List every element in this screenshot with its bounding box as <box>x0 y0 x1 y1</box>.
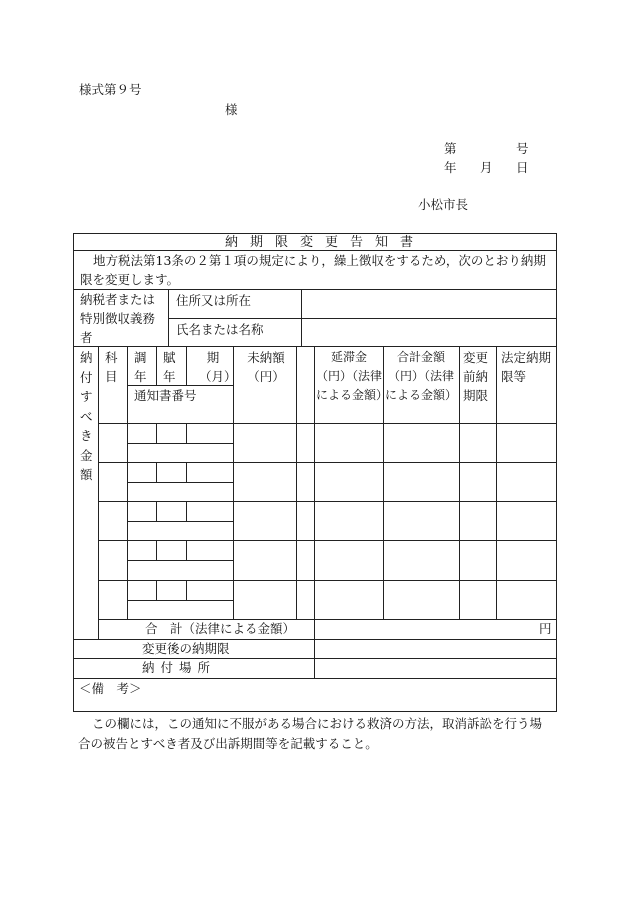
date-month: 月 <box>480 160 493 175</box>
date-year: 年 <box>444 160 457 175</box>
issuer: 小松市長 <box>418 197 469 212</box>
date-day: 日 <box>516 160 529 175</box>
col-late-fee: 延滞金（円）（法律による金額） <box>316 350 389 402</box>
payment-place-label: 納付場所 <box>142 660 217 675</box>
recipient-suffix: 様 <box>225 102 238 117</box>
form-number: 様式第９号 <box>79 82 142 97</box>
total-unit: 円 <box>539 621 552 636</box>
col-notice-number: 通知書番号 <box>134 388 197 403</box>
col-unpaid: 未納額（円） <box>247 350 285 384</box>
intro-text: 地方税法第13条の２第１項の規定により，繰上徴収をするため，次のとおり納期限を変更します。 <box>80 253 546 287</box>
name-label: 氏名または名称 <box>176 322 264 337</box>
address-label: 住所又は所在 <box>176 293 252 308</box>
col-legal-deadline: 法定納期限等 <box>501 350 552 384</box>
footnote: この欄には，この通知に不服がある場合における救済の方法，取消訴訟を行う場合の被告とすべき者及び出訴期間等を記載すること。 <box>78 716 543 751</box>
col-subject: 科目 <box>105 350 118 384</box>
col-previous-deadline: 変更前納期限 <box>463 350 489 403</box>
col-assess-year: 賦年 <box>163 350 176 384</box>
col-tax-year: 調年 <box>134 350 147 384</box>
number-prefix: 第 <box>444 141 457 156</box>
col-total: 合計金額（円）（法律による金額） <box>385 350 458 402</box>
form-title: 納期限変更告知書 <box>225 235 426 250</box>
new-deadline-label: 変更後の納期限 <box>142 641 230 656</box>
col-period: 期（月） <box>199 350 237 384</box>
number-suffix: 号 <box>516 141 529 156</box>
taxpayer-label: 納税者または特別徴収義務者 <box>80 292 156 345</box>
remarks-label: ＜備 考＞ <box>79 681 142 696</box>
payable-label: 納付すべき金額 <box>80 350 93 482</box>
total-row-label: 合 計（法律による金額） <box>145 621 296 636</box>
